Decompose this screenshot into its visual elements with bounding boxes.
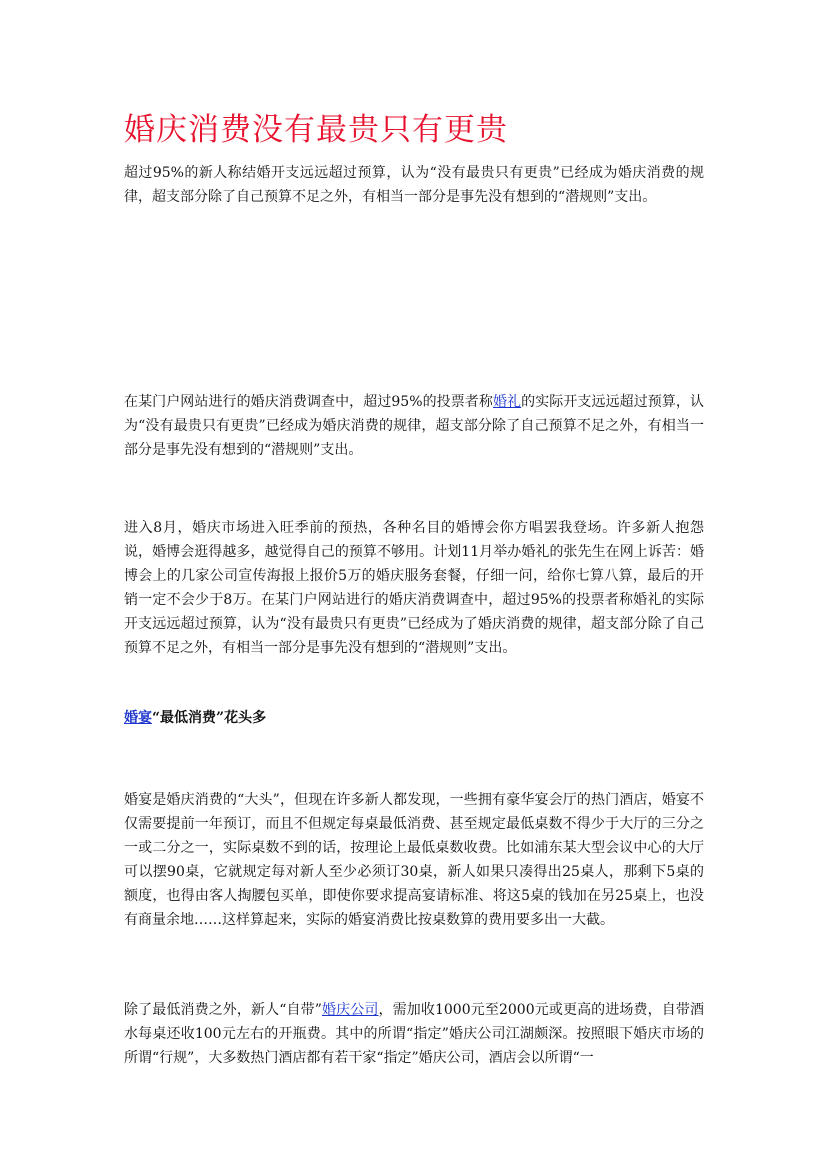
intro-paragraph: 超过95%的新人称结婚开支远远超过预算，认为“没有最贵只有更贵”已经成为婚庆消费的规律，超支部分除了自己预算不足之外，有相当一部分是事先没有想到的“潜规则”支出。 [124,165,704,205]
page-title: 婚庆消费没有最贵只有更贵 [124,112,508,148]
section-heading-text: “最低消费”花头多 [152,710,267,726]
wedding-company-paragraph [124,998,704,1070]
survey-text-after: 的实际开支远远超过预算，认为“没有最贵只有更贵”已经成为婚庆消费的规律，超支部分除了自己预算不足之外，有相当一部分是事先没有想到的“潜规则”支出。 [124,394,705,458]
wedding-company-link[interactable]: 婚庆公司 [321,1002,379,1018]
company-text-after: ，需加收1000元至2000元或更高的进场费，自带酒水每桌还收100元左右的开瓶费。其中的所谓“指定”婚庆公司江湖颇深。按照眼下婚庆市场的所谓“行规”，大多数热门酒店都有若干家“指定”婚庆公司，酒店会以所谓“一 [124,1002,704,1066]
survey-text-before: 在某门户网站进行的婚庆消费调查中，超过95%的投票者称 [124,394,493,410]
survey-paragraph [124,390,704,462]
expo-paragraph: 进入8月，婚庆市场进入旺季前的预热，各种名目的婚博会你方唱罢我登场。许多新人抱怨说，婚博会逛得越多，越觉得自己的预算不够用。计划11月举办婚礼的张先生在网上诉苦：婚博会上的几家公司宣传海报上报价5万的婚庆服务套餐，仔细一问，给你七算八算，最后的开销一定不会少于8万。在某门户网站进行的婚庆消费调查中，超过95%的投票者称婚礼的实际开支远远超过预算，认为“没有最贵只有更贵”已经成为了婚庆消费的规律，超支部分除了自己预算不足之外，有相当一部分是事先没有想到的“潜规则”支出。 [124,520,704,656]
banquet-paragraph: 婚宴是婚庆消费的“大头”，但现在许多新人都发现，一些拥有豪华宴会厅的热门酒店，婚宴不仅需要提前一年预订，而且不但规定每桌最低消费、甚至规定最低桌数不得少于大厅的三分之一或二分之一，实际桌数不到的话，按理论上最低桌数收费。比如浦东某大型会议中心的大厅可以摆90桌，它就规定每对新人至少必须订30桌，新人如果只凑得出25桌人，那剩下5桌的额度，也得由客人掏腰包买单，即使你要求提高宴请标准、将这5桌的钱加在另25桌上，也没有商量余地……这样算起来，实际的婚宴消费比按桌数算的费用要多出一大截。 [124,792,704,928]
company-text-before: 除了最低消费之外，新人“自带” [124,1002,322,1018]
wedding-link[interactable]: 婚礼 [492,394,522,410]
banquet-link[interactable]: 婚宴 [124,710,152,726]
section-heading [124,707,266,729]
